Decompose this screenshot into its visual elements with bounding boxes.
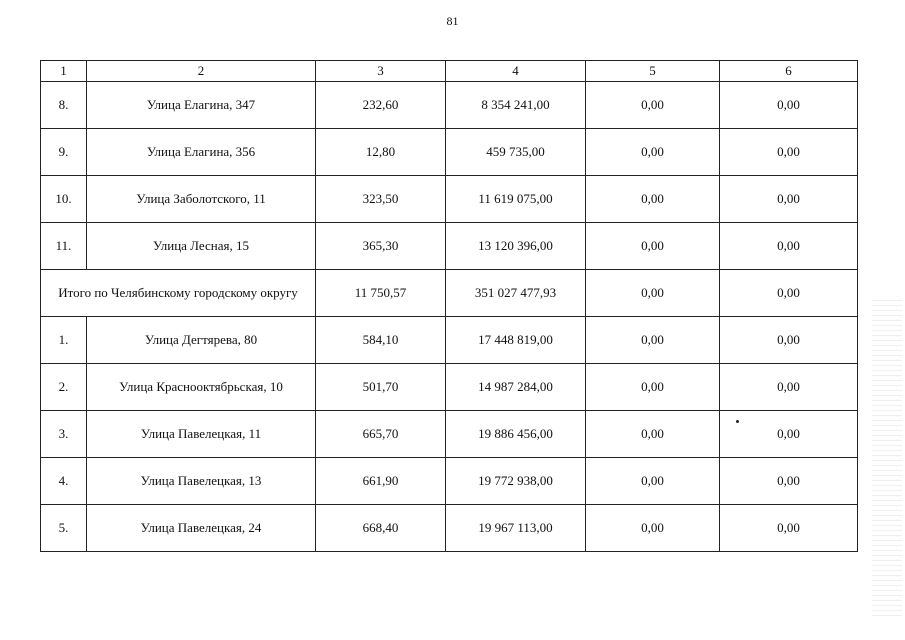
cost-cell: 19 967 113,00 [446,505,586,552]
page-number: 81 [446,14,459,28]
value-cell: 0,00 [586,458,720,505]
scan-margin-noise [872,300,902,620]
address-cell: Улица Павелецкая, 13 [87,458,316,505]
address-cell: Улица Елагина, 356 [87,129,316,176]
area-cell: 661,90 [316,458,446,505]
value-cell: 0,00 [720,458,858,505]
total-row [41,270,858,317]
total-area-cell: 11 750,57 [316,270,446,317]
area-cell: 665,70 [316,411,446,458]
table-row [41,317,858,364]
column-header: 3 [316,61,446,82]
value-cell: 0,00 [586,129,720,176]
column-header: 1 [41,61,87,82]
address-cell: Улица Елагина, 347 [87,82,316,129]
value-cell: 0,00 [586,317,720,364]
area-cell: 323,50 [316,176,446,223]
total-label: Итого по Челябинскому городскому округу [41,270,316,317]
value-cell: 0,00 [720,270,858,317]
scan-speck [736,420,739,423]
data-table [40,60,858,552]
row-number: 5. [41,505,87,552]
cost-cell: 17 448 819,00 [446,317,586,364]
row-number: 1. [41,317,87,364]
column-header: 2 [87,61,316,82]
value-cell: 0,00 [586,82,720,129]
cost-cell: 13 120 396,00 [446,223,586,270]
cost-cell: 14 987 284,00 [446,364,586,411]
total-cost-cell: 351 027 477,93 [446,270,586,317]
column-header: 6 [720,61,858,82]
table-row [41,505,858,552]
value-cell: 0,00 [586,364,720,411]
row-number: 11. [41,223,87,270]
cost-cell: 19 886 456,00 [446,411,586,458]
value-cell: 0,00 [720,411,858,458]
value-cell: 0,00 [720,82,858,129]
table-row [41,458,858,505]
address-cell: Улица Павелецкая, 24 [87,505,316,552]
area-cell: 584,10 [316,317,446,364]
value-cell: 0,00 [720,505,858,552]
row-number: 8. [41,82,87,129]
row-number: 3. [41,411,87,458]
value-cell: 0,00 [586,270,720,317]
area-cell: 12,80 [316,129,446,176]
table-row [41,223,858,270]
column-header: 4 [446,61,586,82]
cost-cell: 8 354 241,00 [446,82,586,129]
cost-cell: 459 735,00 [446,129,586,176]
table-row [41,129,858,176]
table-row [41,82,858,129]
table-header-row [41,61,858,82]
address-cell: Улица Павелецкая, 11 [87,411,316,458]
row-number: 2. [41,364,87,411]
address-cell: Улица Дегтярева, 80 [87,317,316,364]
column-header: 5 [586,61,720,82]
cost-cell: 19 772 938,00 [446,458,586,505]
row-number: 9. [41,129,87,176]
area-cell: 501,70 [316,364,446,411]
value-cell: 0,00 [586,176,720,223]
row-number: 10. [41,176,87,223]
area-cell: 232,60 [316,82,446,129]
cost-cell: 11 619 075,00 [446,176,586,223]
value-cell: 0,00 [720,223,858,270]
value-cell: 0,00 [720,364,858,411]
address-cell: Улица Заболотского, 11 [87,176,316,223]
area-cell: 668,40 [316,505,446,552]
table-row [41,176,858,223]
table-row [41,411,858,458]
value-cell: 0,00 [720,176,858,223]
area-cell: 365,30 [316,223,446,270]
value-cell: 0,00 [586,223,720,270]
value-cell: 0,00 [720,317,858,364]
value-cell: 0,00 [720,129,858,176]
address-cell: Улица Краснооктябрьская, 10 [87,364,316,411]
row-number: 4. [41,458,87,505]
address-cell: Улица Лесная, 15 [87,223,316,270]
table-row [41,364,858,411]
value-cell: 0,00 [586,505,720,552]
value-cell: 0,00 [586,411,720,458]
